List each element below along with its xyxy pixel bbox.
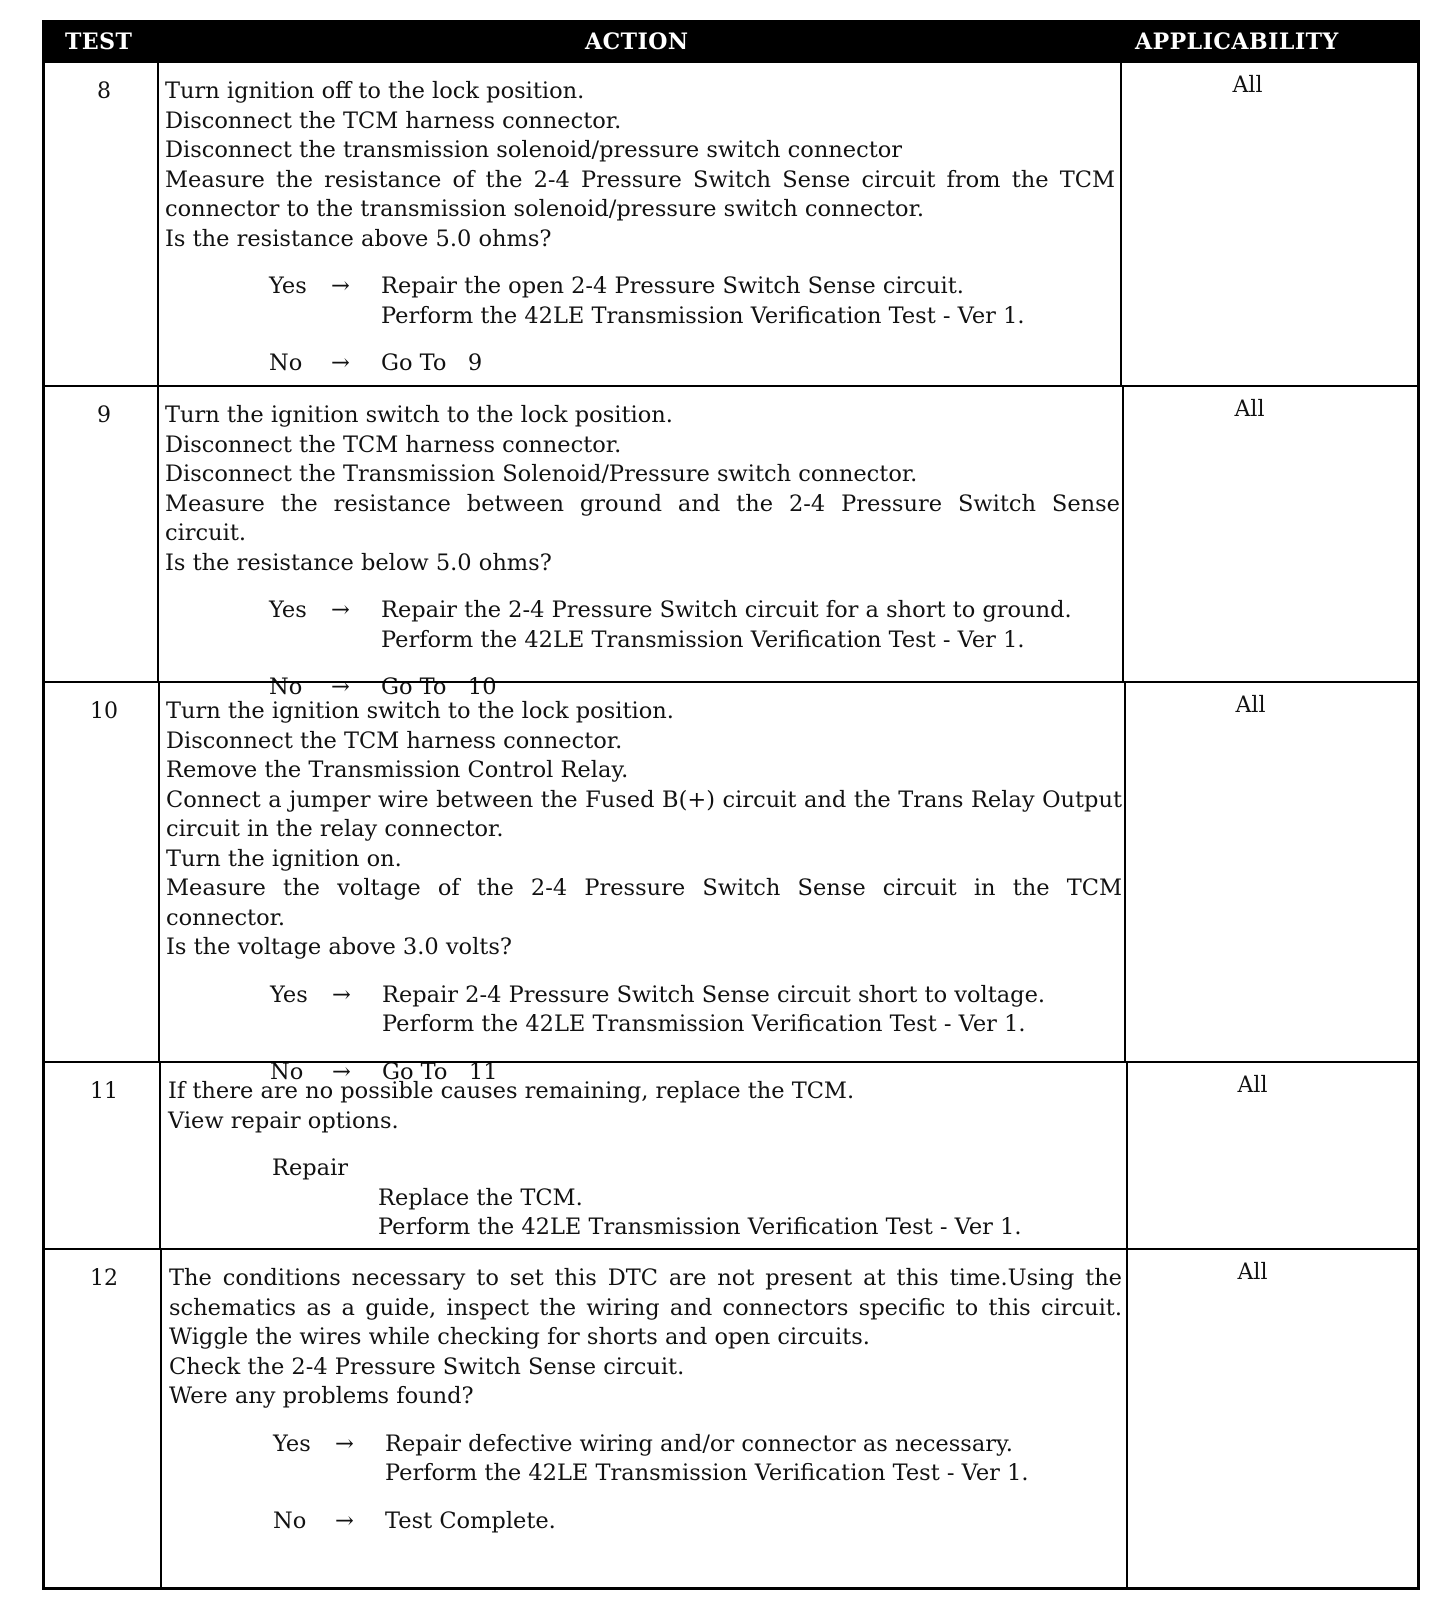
table-header [45, 23, 1417, 63]
action-line: Remove the Transmission Control Relay. [166, 757, 629, 783]
yes-response [166, 981, 1122, 1011]
repair-text: Perform the 42LE Transmission Verification Test - Ver 1. [378, 1214, 1022, 1240]
yes-label: Yes [269, 273, 307, 299]
no-text: Test Complete. [385, 1507, 556, 1534]
table-row-test-12 [45, 1248, 1417, 1587]
test-number: 12 [90, 1266, 118, 1291]
applicability-value: All [1235, 693, 1266, 718]
action-line: Measure the voltage of the 2-4 Pressure Switch Sense circuit in the TCM connector. [166, 875, 1122, 931]
no-response [165, 349, 1115, 379]
table-row-test-11 [45, 1061, 1417, 1248]
action-line: Is the voltage above 3.0 volts? [166, 934, 512, 960]
applicability-value: All [1234, 397, 1265, 422]
arrow-icon: → [331, 674, 350, 700]
action-line: Is the resistance above 5.0 ohms? [165, 225, 552, 252]
action-cell [165, 77, 1115, 379]
no-text: Go To 9 [381, 350, 483, 376]
action-line: circuit in the relay connector. [166, 816, 504, 842]
action-line: connector to the transmission solenoid/pressure switch connector. [165, 196, 925, 222]
yes-response [165, 596, 1120, 626]
yes-text: Perform the 42LE Transmission Verification Test - Ver 1. [381, 302, 1025, 329]
yes-text: Repair defective wiring and/or connector as necessary. [385, 1430, 1013, 1457]
action-line: Turn the ignition on. [166, 845, 402, 872]
arrow-icon: → [335, 1507, 354, 1534]
action-line: Disconnect the transmission solenoid/pressure switch connector [165, 137, 903, 163]
yes-label: Yes [269, 597, 307, 623]
no-text: Go To 10 [381, 674, 497, 700]
action-line: Measure the resistance of the 2-4 Pressure Switch Sense circuit from the TCM [165, 166, 1115, 193]
action-line: Measure the resistance between ground and the 2-4 Pressure Switch Sense circuit. [165, 490, 1120, 546]
no-label: No [269, 350, 303, 376]
table-row-test-10 [45, 681, 1417, 1085]
action-line: Wiggle the wires while checking for shorts and open circuits. [169, 1324, 870, 1350]
diagnostic-test-table [42, 20, 1420, 1590]
yes-response [169, 1430, 1122, 1460]
action-line: Is the resistance below 5.0 ohms? [165, 549, 552, 576]
test-number: 10 [90, 699, 118, 724]
arrow-icon: → [331, 350, 350, 376]
action-line: If there are no possible causes remaining, replace the TCM. [168, 1078, 855, 1104]
repair-label-row [168, 1154, 1123, 1184]
header-action: ACTION [585, 29, 689, 55]
action-cell [165, 401, 1120, 703]
test-number: 11 [90, 1079, 118, 1104]
no-response [169, 1507, 1122, 1537]
action-line: Turn the ignition switch to the lock position. [165, 402, 673, 428]
repair-label: Repair [272, 1155, 349, 1181]
action-cell [169, 1264, 1122, 1536]
action-line: Disconnect the Transmission Solenoid/Pressure switch connector. [165, 461, 918, 487]
action-line: Disconnect the TCM harness connector. [165, 431, 622, 458]
yes-text: Perform the 42LE Transmission Verification Test - Ver 1. [385, 1460, 1029, 1486]
header-test: TEST [65, 29, 133, 55]
action-line: The conditions necessary to set this DTC are not present at this time.Using the [169, 1265, 1122, 1291]
table-row-test-8 [45, 61, 1417, 385]
applicability-value: All [1237, 1260, 1268, 1285]
no-label: No [270, 1058, 304, 1085]
repair-text: Replace the TCM. [378, 1184, 583, 1211]
table-row-test-9 [45, 385, 1417, 700]
yes-label: Yes [270, 981, 308, 1008]
header-applicability: APPLICABILITY [1135, 29, 1339, 55]
arrow-icon: → [335, 1430, 354, 1457]
action-cell [168, 1077, 1123, 1243]
action-line: Disconnect the TCM harness connector. [166, 727, 623, 754]
arrow-icon: → [332, 1058, 351, 1085]
applicability-value: All [1237, 1073, 1268, 1098]
action-line: Were any problems found? [169, 1383, 474, 1409]
test-number: 9 [97, 403, 111, 428]
yes-text: Repair the 2-4 Pressure Switch circuit for a short to ground. [381, 597, 1072, 623]
action-cell [166, 697, 1122, 1087]
no-label: No [273, 1507, 307, 1534]
yes-response [165, 272, 1115, 302]
action-line: Connect a jumper wire between the Fused B(+) circuit and the Trans Relay Output [166, 786, 1122, 813]
yes-label: Yes [273, 1430, 311, 1457]
no-text: Go To 11 [382, 1058, 498, 1085]
applicability-value: All [1232, 73, 1263, 98]
action-line: Disconnect the TCM harness connector. [165, 107, 622, 134]
no-label: No [269, 674, 303, 700]
yes-text: Repair the open 2-4 Pressure Switch Sense circuit. [381, 273, 964, 299]
test-number: 8 [97, 79, 111, 104]
action-line: View repair options. [168, 1107, 399, 1134]
action-line: Turn the ignition switch to the lock position. [166, 698, 674, 724]
arrow-icon: → [331, 597, 350, 623]
arrow-icon: → [331, 273, 350, 299]
action-line: Check the 2-4 Pressure Switch Sense circuit. [169, 1353, 685, 1380]
arrow-icon: → [332, 981, 351, 1008]
yes-text: Perform the 42LE Transmission Verification Test - Ver 1. [382, 1011, 1026, 1037]
action-line: schematics as a guide, inspect the wiring and connectors specific to this circuit. [169, 1294, 1122, 1321]
yes-text: Perform the 42LE Transmission Verification Test - Ver 1. [381, 626, 1025, 653]
yes-text: Repair 2-4 Pressure Switch Sense circuit short to voltage. [382, 981, 1046, 1008]
action-line: Turn ignition off to the lock position. [165, 78, 585, 104]
